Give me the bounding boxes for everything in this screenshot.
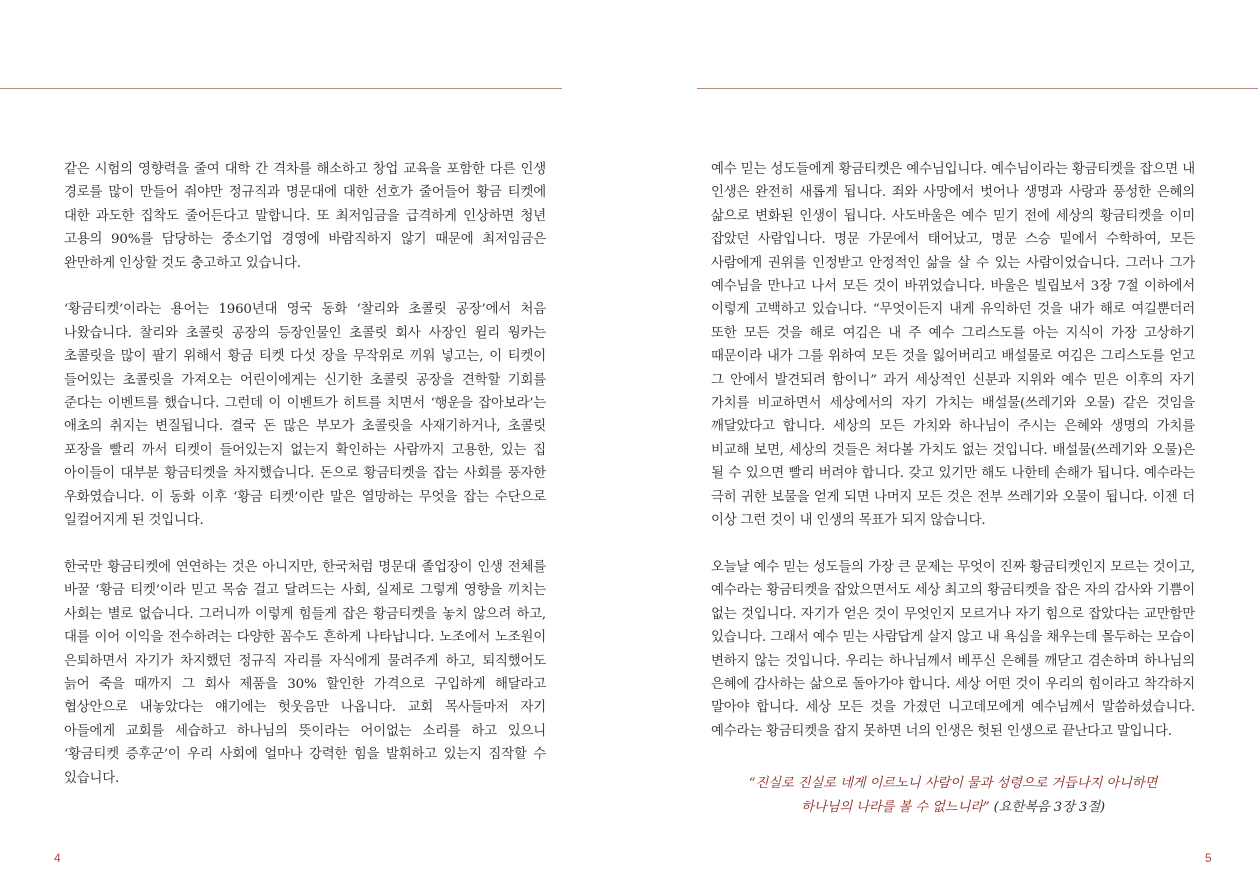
quote-reference: (요한복음 3장 3절) — [993, 800, 1105, 815]
left-page-body — [64, 158, 546, 813]
header-rule-left — [0, 88, 562, 89]
quote-text: 하나님의 나라를 볼 수 없느니라” — [801, 800, 990, 815]
paragraph: 예수 믿는 성도들에게 황금티켓은 예수님입니다. 예수님이라는 황금티켓을 잡으면 내 인생은 완전히 새롭게 됩니다. 죄와 사망에서 벗어나 생명과 사랑과 풍성한 은혜의 삶으로 변화된 인생이 됩니다. 사도바울은 예수 믿기 전에 세상의 황금티켓을 이미 잡았던 사람입니다. 명문 가문에서 태어났고, 명문 스승 밑에서 수학하여, 모든 사람에게 권위를 인정받고 안정적인 삶을 살 수 있는 사람이었습니다. 그러나 그가 예수님을 만나고 나서 모든 것이 바뀌었습니다. 바울은 빌립보서 3장 7절 이하에서 이렇게 고백하고 있습니다. “무엇이든지 내게 유익하던 것을 내가 해로 여길뿐더러 또한 모든 것을 해로 여김은 내 주 예수 그리스도를 아는 지식이 가장 고상하기 때문이라 내가 그를 위하여 모든 것을 잃어버리고 배설물로 여김은 그리스도를 얻고 그 안에서 발견되려 함이니” 과거 세상적인 신분과 지위와 예수 믿은 이후의 자기 가치를 비교하면서 세상에서의 자기 가치는 배설물(쓰레기와 오물) 같은 것임을 깨달았다고 합니다. 세상의 모든 가치와 하나님이 주시는 은혜와 생명의 가치를 비교해 보면, 세상의 것들은 쳐다볼 가치도 없는 것입니다. 배설물(쓰레기와 오물)은 될 수 있으면 빨리 버려야 합니다. 갖고 있기만 해도 나한테 손해가 됩니다. 예수라는 극히 귀한 보물을 얻게 되면 나머지 모든 것은 전부 쓰레기와 오물이 됩니다. 이젠 더 이상 그런 것이 내 인생의 목표가 되지 않습니다. — [711, 162, 1195, 529]
page-number-left: 4 — [54, 851, 61, 865]
header-rule-right — [697, 88, 1258, 89]
paragraph: 한국만 황금티켓에 연연하는 것은 아니지만, 한국처럼 명문대 졸업장이 인생 전체를 바꿀 ‘황금 티켓’이라 믿고 목숨 걸고 달려드는 사회, 실제로 그렇게 영향을 끼치는 사회는 별로 없습니다. 그러니까 이렇게 힘들게 잡은 황금티켓을 놓치 않으려 하고, 대를 이어 이익을 전수하려는 다양한 꼼수도 흔하게 나타납니다. 노조에서 노조원이 은퇴하면서 자기가 차지했던 정규직 자리를 자식에게 물려주게 하고, 퇴직했어도 늙어 죽을 때까지 그 회사 제품을 30% 할인한 가격으로 구입하게 해달라고 협상안으로 내놓았다는 얘기에는 헛웃음만 나옵니다. 교회 목사들마저 자기 아들에게 교회를 세습하고 하나님의 뜻이라는 어이없는 소리를 하고 있으니 ‘황금티켓 증후군’이 우리 사회에 얼마나 강력한 힘을 발휘하고 있는지 짐작할 수 있습니다. — [64, 559, 546, 786]
paragraph: ‘황금티켓’이라는 용어는 1960년대 영국 동화 ‘찰리와 초콜릿 공장’에서 처음 나왔습니다. 찰리와 초콜릿 공장의 등장인물인 초콜릿 회사 사장인 윌리 웡카는 초콜릿을 많이 팔기 위해서 황금 티켓 다섯 장을 무작위로 끼워 넣고는, 이 티켓이 들어있는 초콜릿을 가져오는 어린이에게는 신기한 초콜릿 공장을 견학할 기회를 준다는 이벤트를 했습니다. 그런데 이 이벤트가 히트를 치면서 ‘행운을 잡아보라’는 애초의 취지는 변질됩니다. 결국 돈 많은 부모가 초콜릿을 사재기하거나, 초콜릿 포장을 빨리 까서 티켓이 들어있는지 없는지 확인하는 사람까지 고용한, 있는 집 아이들이 대부분 황금티켓을 차지했습니다. 돈으로 황금티켓을 잡는 사회를 풍자한 우화였습니다. 이 동화 이후 ‘황금 티켓’이란 말은 열망하는 무엇을 잡는 수단으로 일컬어지게 된 것입니다. — [64, 302, 546, 529]
quote-line-2 — [711, 796, 1195, 820]
paragraph: 오늘날 예수 믿는 성도들의 가장 큰 문제는 무엇이 진짜 황금티켓인지 모르는 것이고, 예수라는 황금티켓을 잡았으면서도 세상 최고의 황금티켓을 잡은 자의 감사와 기쁨이 없는 것입니다. 자기가 얻은 것이 무엇인지 모르거나 자기 힘으로 잡았다는 교만함만 있습니다. 그래서 예수 믿는 사람답게 살지 않고 내 욕심을 채우는데 몰두하는 모습이 변하지 않는 것입니다. 우리는 하나님께서 베푸신 은혜를 깨닫고 겸손하며 하나님의 은혜에 감사하는 삶으로 돌아가야 합니다. 세상 어떤 것이 우리의 힘이라고 착각하지 말아야 합니다. 세상 모든 것을 가졌던 니고데모에게 예수님께서 말씀하셨습니다. 예수라는 황금티켓을 잡지 못하면 너의 인생은 헛된 인생으로 끝난다고 말입니다. — [711, 559, 1195, 739]
paragraph: 같은 시험의 영향력을 줄여 대학 간 격차를 해소하고 창업 교육을 포함한 다른 인생 경로를 많이 만들어 줘야만 정규직과 명문대에 대한 선호가 줄어들어 황금 티켓에 대한 과도한 집착도 줄어든다고 말합니다. 또 최저임금을 급격하게 인상하면 청년 고용의 90%를 담당하는 중소기업 경영에 바람직하지 않기 때문에 최저임금은 완만하게 인상할 것도 충고하고 있습니다. — [64, 162, 546, 271]
scripture-quote — [711, 772, 1195, 820]
quote-line: “진실로 진실로 네게 이르노니 사람이 물과 성령으로 거듭나지 아니하면 — [748, 776, 1158, 791]
right-page-body — [711, 158, 1195, 767]
page-number-right: 5 — [1205, 851, 1212, 865]
